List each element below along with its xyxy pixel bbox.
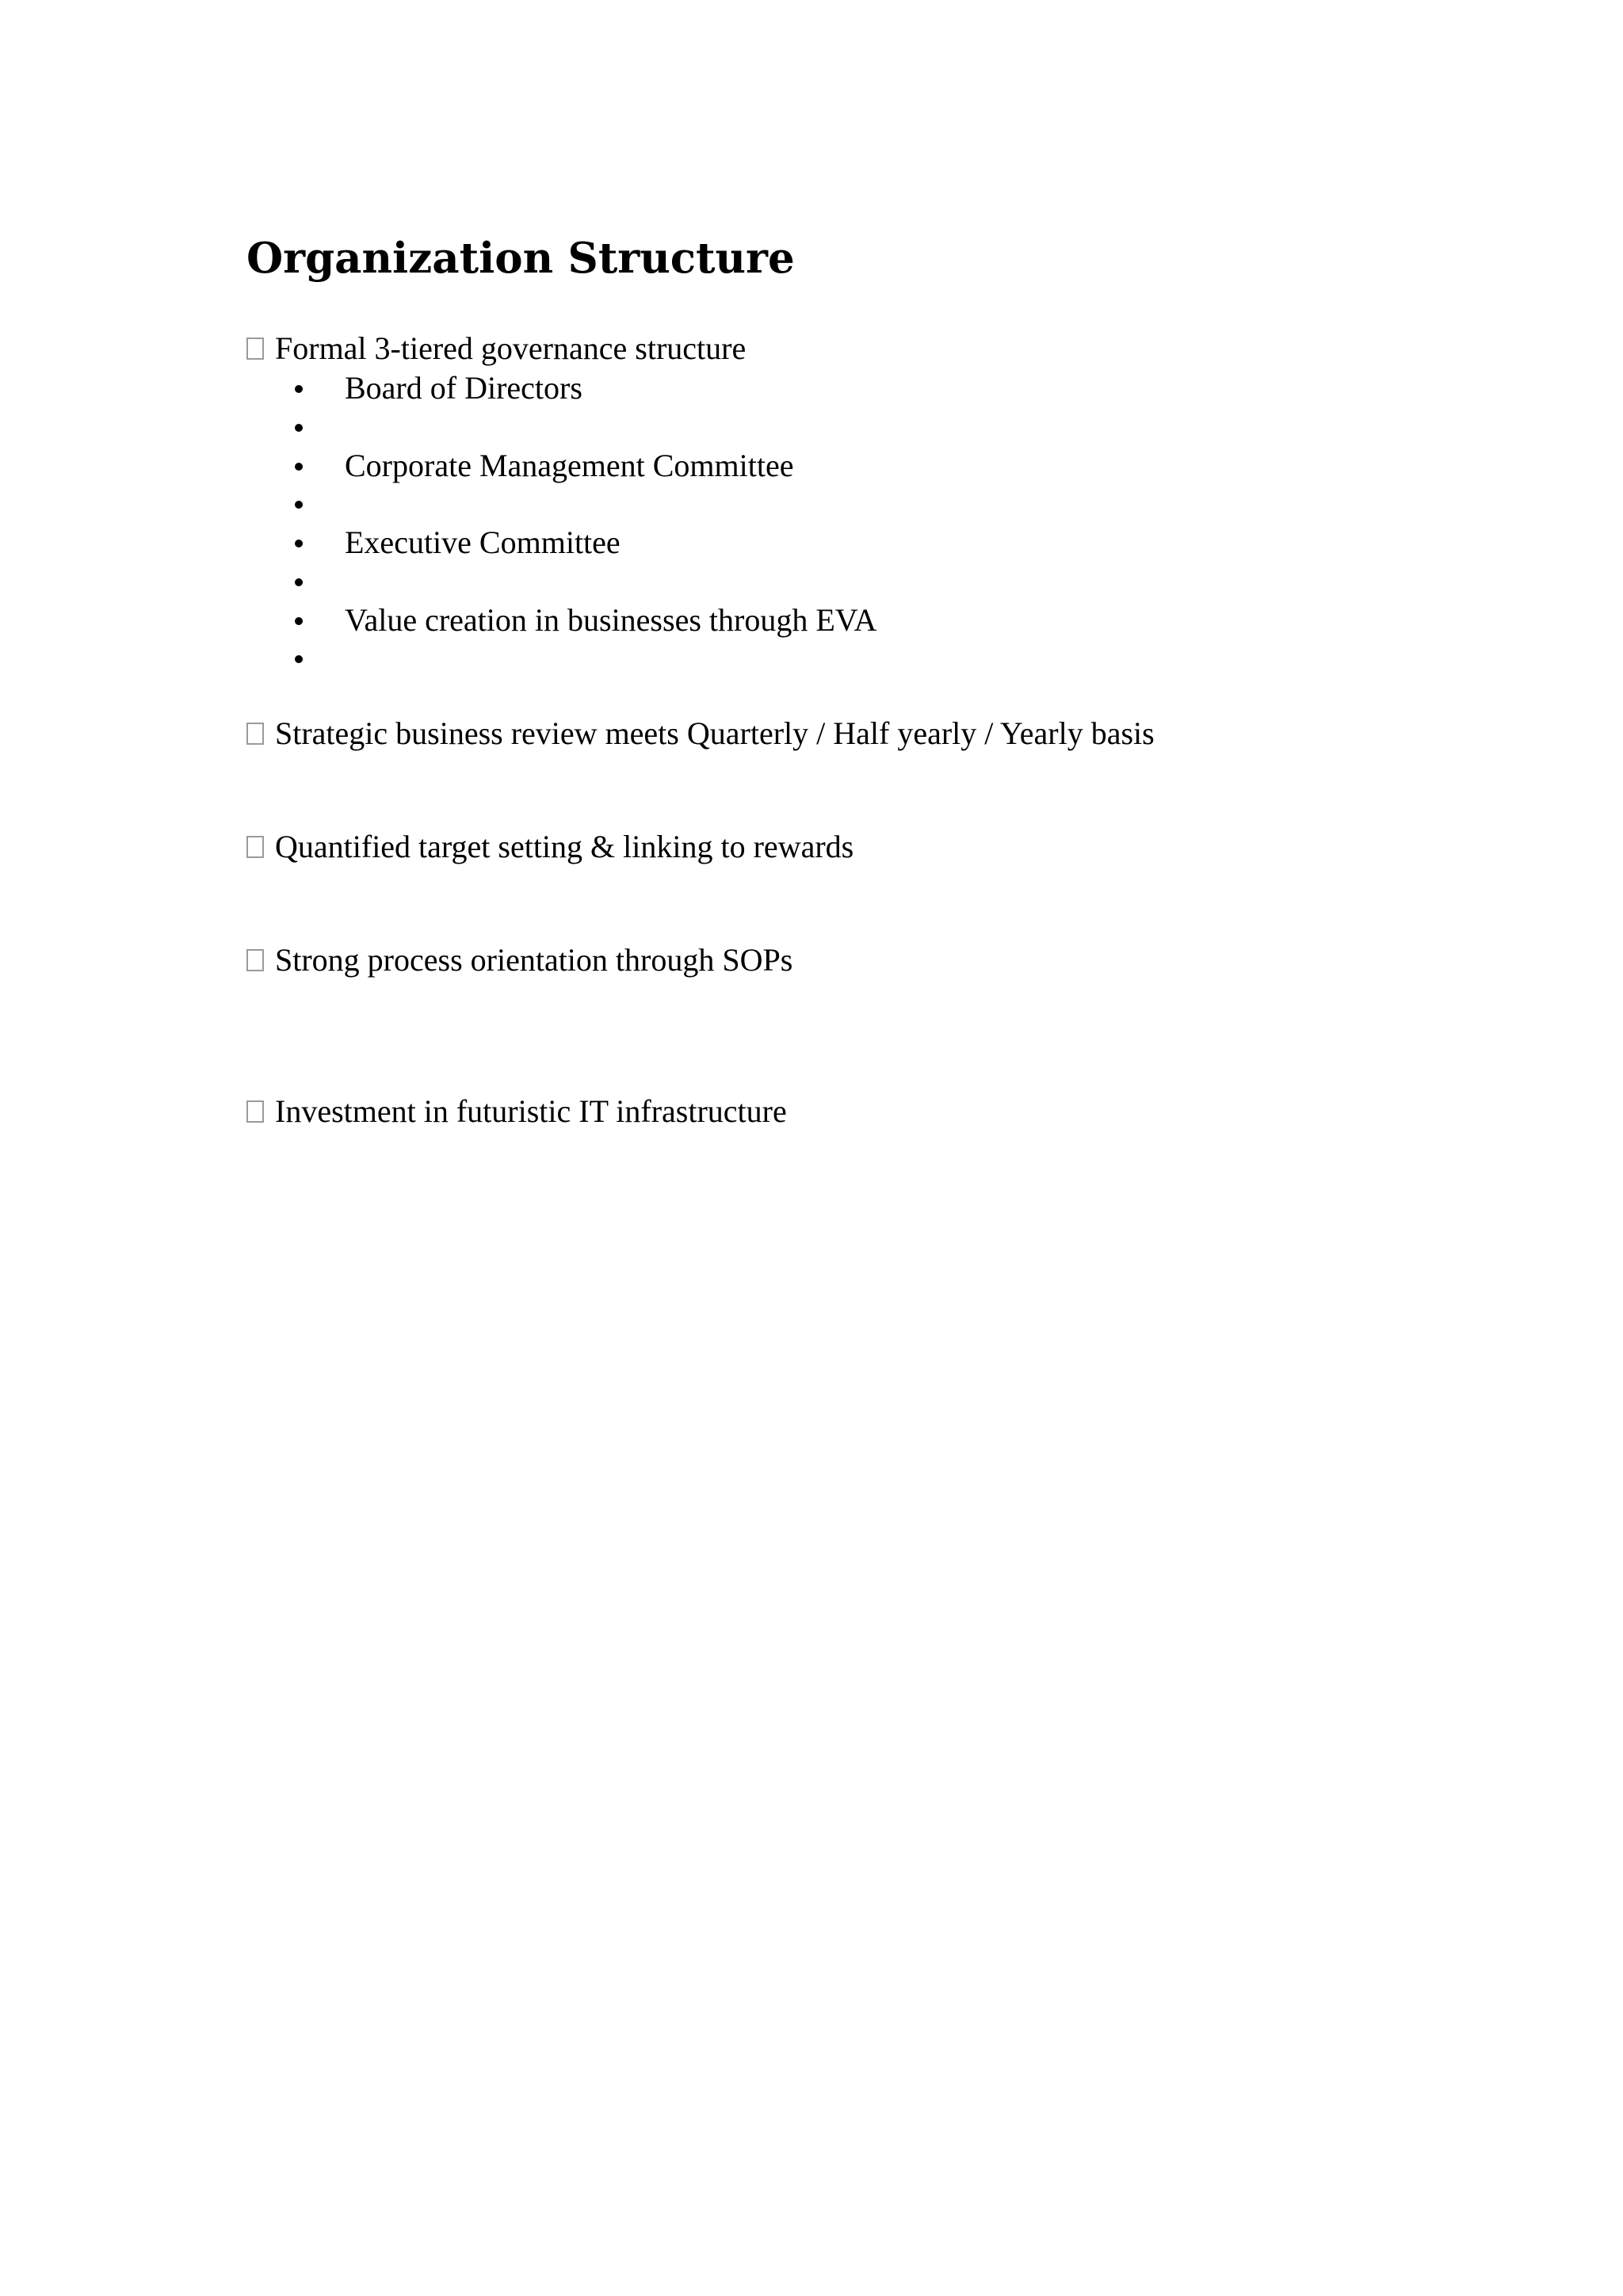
bullet-icon	[295, 617, 303, 625]
list-item-label: Executive Committee	[345, 524, 621, 560]
bullet-icon	[295, 463, 303, 471]
list-item	[295, 563, 876, 601]
governance-tier-list	[295, 369, 876, 678]
list-item-label: Board of Directors	[345, 370, 582, 406]
bullet-icon	[295, 385, 303, 393]
bullet-icon	[295, 501, 303, 509]
missing-glyph-box-icon	[246, 1100, 264, 1123]
governance-point	[246, 329, 746, 368]
list-item	[295, 369, 876, 408]
point-text: Investment in futuristic IT infrastructure	[275, 1093, 787, 1129]
bullet-icon	[295, 540, 303, 547]
list-item	[295, 524, 876, 563]
it-investment-point	[246, 1092, 787, 1131]
bullet-icon	[295, 578, 303, 586]
bullet-icon	[295, 424, 303, 432]
list-item	[295, 601, 876, 640]
missing-glyph-box-icon	[246, 723, 264, 745]
list-item	[295, 447, 876, 486]
bullet-icon	[295, 655, 303, 663]
point-text: Strategic business review meets Quarterly / Half yearly / Yearly basis	[275, 715, 1155, 751]
list-item	[295, 408, 876, 447]
list-item-label: Corporate Management Committee	[345, 447, 794, 483]
page-title: Organization Structure	[246, 234, 795, 283]
governance-point-text: Formal 3-tiered governance structure	[275, 330, 747, 366]
point-text: Strong process orientation through SOPs	[275, 942, 793, 978]
list-item-label: Value creation in businesses through EVA	[345, 601, 877, 638]
list-item	[295, 485, 876, 524]
missing-glyph-box-icon	[246, 338, 264, 360]
list-item	[295, 639, 876, 678]
target-setting-point	[246, 827, 854, 867]
missing-glyph-box-icon	[246, 949, 264, 971]
process-orientation-point	[246, 940, 792, 980]
missing-glyph-box-icon	[246, 836, 264, 858]
strategic-review-point	[246, 714, 1155, 753]
point-text: Quantified target setting & linking to rewards	[275, 829, 854, 864]
